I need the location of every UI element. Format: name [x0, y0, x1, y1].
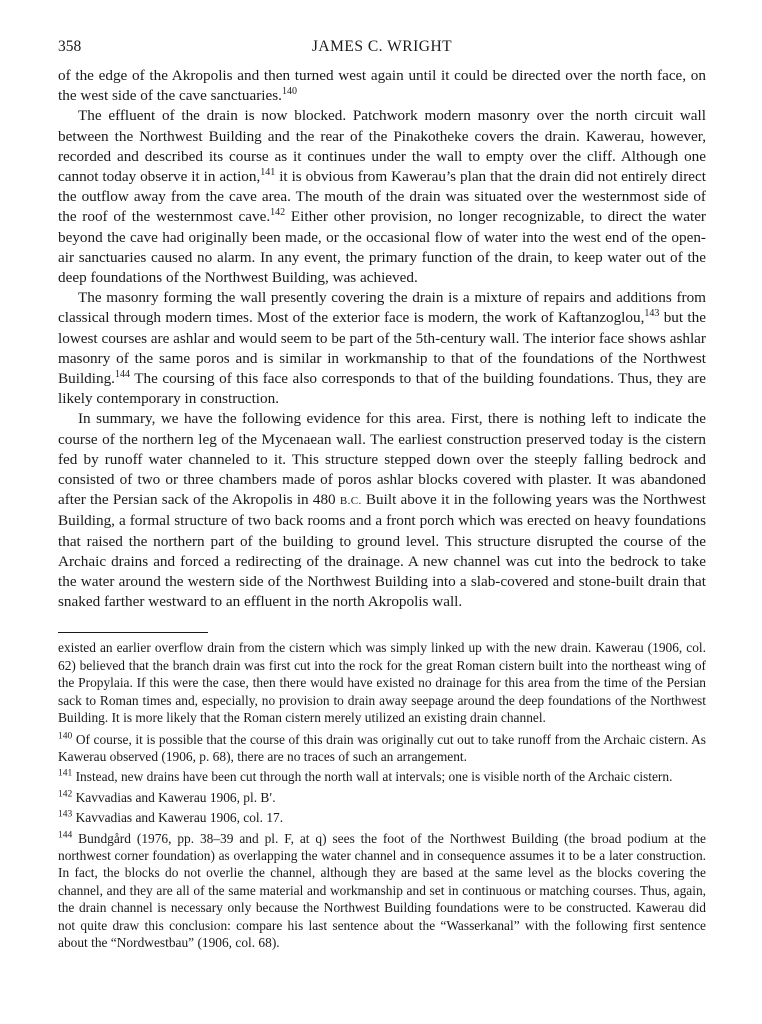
footnote: $^{141}$ Instead, new drains have been cut through the north wall at intervals; one is visible north of the Archaic cistern.: [58, 768, 673, 785]
paragraph: The masonry forming the wall presently covering the drain is a mixture of repairs and additions from classical through modern times. Most of the exterior face is modern, the work of Kaftanzoglou,$^{143}$ but the lowest courses are ashlar and would seem to be part of the 5th-century wall. The interior face shows ashlar masonry of the same poros and is similar in workmanship to that of the foundations of the Northwest Building.$^{144}$ The coursing of this face also corresponds to that of the building foundations. Thus, they are likely contemporary in construction.: [58, 289, 706, 408]
footnote: $^{143}$ Kavvadias and Kawerau 1906, col. 17.: [58, 809, 284, 826]
footnote-number: 142: [58, 789, 73, 800]
footnote-continued: existed an earlier overflow drain from the cistern which was simply linked up with the new drain. Kawerau (1906, col. 62) believed that the branch drain was first cut into the rock for the great Roman cistern built into the northeast wing of the Propylaia. If this were the case, then there would have existed no drainage for this area from the time of the Persian sack to Roman times and, especially, no provision to drain away seepage around the deep foundations of the Northwest Building. It is more likely that the Roman cistern merely utilized an existing drain channel.: [58, 640, 706, 726]
running-head: JAMES C. WRIGHT: [311, 38, 453, 55]
page-header: [58, 38, 706, 60]
footnote-number: 144: [58, 830, 73, 841]
footnote-ref[interactable]: 142: [270, 207, 286, 219]
paragraph: The effluent of the drain is now blocked. Patchwork modern masonry over the north circuit wall between the Northwest Building and the rear of the Pinakotheke covers the drain. Kawerau, however, recorded and described its course as it continues under the wall to empty over the cliff. Although one cannot today observe it in action,$^{141}$ it is obvious from Kawerau’s plan that the drain did not entirely direct the outflow away from the cave area. The mouth of the drain was situated over the westernmost side of the roof of the westernmost cave.$^{142}$ Either other provision, no longer recognizable, to direct the water beyond the cave had originally been made, or the occasional flow of water into the west end of the open-air sanctuaries caused no alarm. In any event, the primary function of the drain, to keep water out of the deep foundations of the Northwest Building, was achieved.: [58, 107, 706, 287]
footnote-ref[interactable]: 141: [260, 166, 276, 178]
paragraph: In summary, we have the following evidence for this area. First, there is nothing left to indicate the course of the northern leg of the Mycenaean wall. The earliest construction preserved today is the cistern fed by runoff water channeled to it. This structure stepped down over the steeply falling bedrock and consisted of two or three chambers made of poros ashlar blocks covered with plaster. It was abandoned after the Persian sack of the Akropolis in 480 B.C. Built above it in the following years was the Northwest Building, a formal structure of two back rooms and a front porch which was erected on heavy foundations that raised the northern part of the building to ground level. This structure disrupted the course of the Archaic drains and forced a redirecting of the drainage. A new channel was cut into the bedrock to take the water around the western side of the Northwest Building into a slab-covered and stone-built drain that snaked farther westward to an effluent in the north Akropolis wall.: [58, 410, 707, 611]
page: [58, 38, 706, 954]
footnote-ref[interactable]: 140: [281, 86, 297, 98]
footnote-ref[interactable]: 144: [114, 368, 130, 380]
footnote: $^{142}$ Kavvadias and Kawerau 1906, pl. B′.: [58, 789, 276, 805]
footnote-number: 140: [58, 731, 73, 742]
page-number: 358: [58, 38, 82, 55]
footnote-ref[interactable]: 143: [644, 308, 660, 320]
footnotes: [58, 639, 706, 951]
main-text: [58, 66, 706, 612]
footnote-number: 143: [58, 809, 73, 820]
footnote: $^{144}$ Bundgård (1976, pp. 38–39 and pl. F, at q) sees the foot of the Northwest Building (the broad podium at the northwest corner foundation) as overlapping the water channel and in consequence assumes it to be a later construction. In fact, the blocks do not overlie the channel, although they are based at the same level as the blocks covering the channel, and they are all of the same material and workmanship and set in continuous or matching courses. Thus, again, the drain channel is necessary only because the Northwest Building foundations were to be constructed. Kawerau did not quite draw this conclusion: compare his last sentence about the “Wasserkanal” with the following first sentence about the “Nordwestbau” (1906, col. 68).: [58, 830, 706, 950]
paragraph: of the edge of the Akropolis and then turned west again until it could be directed over the north face, on the west side of the cave sanctuaries.$^{140}$: [58, 67, 706, 105]
footnote-number: 141: [58, 768, 73, 779]
footnote-divider: [58, 632, 208, 633]
small-caps-era: B.C.: [339, 495, 362, 508]
footnote: $^{140}$ Of course, it is possible that the course of this drain was originally cut out to take runoff from the Archaic cistern. As Kawerau observed (1906, p. 68), there are no traces of such an arrangement.: [58, 731, 706, 764]
